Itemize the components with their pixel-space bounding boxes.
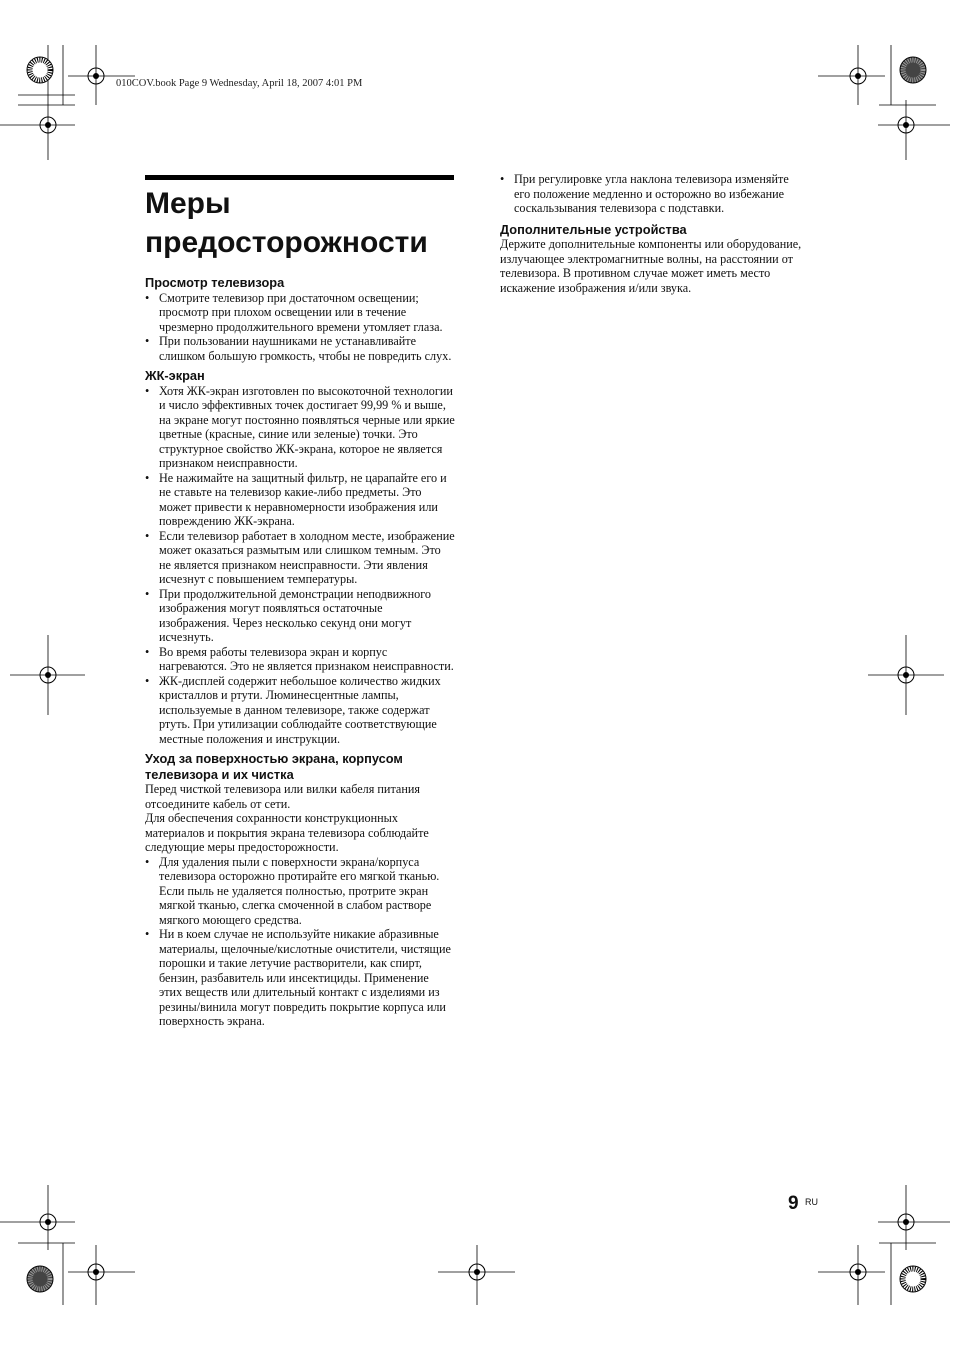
bullet-icon: • (145, 528, 150, 543)
list-item: • Для удаления пыли с поверхности экрана/корпуса телевизора осторожно протирайте его мягкой тканью. Если пыль не удаляется полностью, протрите экран мягкой тканью, слегка смоченной в слабом растворе мягкого моющего средства. (145, 854, 440, 927)
bullet-icon: • (145, 927, 150, 941)
tilt-list (500, 172, 806, 216)
bullet-icon: • (145, 854, 150, 869)
bullet-icon: • (145, 586, 150, 601)
right-column (500, 172, 806, 295)
bullet-icon: • (500, 172, 505, 186)
bullet-icon: • (145, 470, 150, 485)
care-intro-2: Для обеспечения сохранности конструкционных материалов и покрытия экрана телевизора соблюдайте следующие меры предосторожности. (145, 811, 429, 854)
title-line-2: предосторожности (145, 226, 428, 259)
bullet-icon: • (145, 334, 150, 348)
list-item: • Если телевизор работает в холодном месте, изображение может оказаться размытым или слишком темным. Это не является признаком неисправности. Эти явления исчезнут с повышением температуры. (145, 528, 455, 586)
list-item: • Не нажимайте на защитный фильтр, не царапайте его и не ставьте на телевизор какие-либо предметы. Это может привести к неравномерности изображения или повреждению ЖК-экрана. (145, 470, 447, 528)
bullet-icon: • (145, 673, 150, 688)
bullet-icon: • (145, 290, 150, 305)
left-column (145, 275, 455, 1029)
list-item: • ЖК-дисплей содержит небольшое количество жидких кристаллов и ртути. Люминесцентные лампы, используемые в данном телевизоре, также содержат ртуть. При утилизации соблюдайте соответствующие местные положения и инструкции. (145, 673, 441, 746)
heading-viewing: Просмотр телевизора (145, 275, 285, 290)
list-item: • При продолжительной демонстрации неподвижного изображения могут появляться остаточные изображения. Через несколько секунд они могут исчезнуть. (145, 586, 431, 644)
heading-optional-devices: Дополнительные устройства (500, 221, 687, 237)
title-line-1: Меры (145, 187, 231, 220)
bullet-icon: • (145, 644, 150, 659)
list-item: • При регулировке угла наклона телевизора изменяйте его положение медленно и осторожно во избежание соскальзывания телевизора с подставки. (500, 172, 789, 215)
care-list (145, 855, 455, 1029)
optional-devices-text: Держите дополнительные компоненты или оборудование, излучающее электромагнитные волны, на расстоянии от телевизора. В противном случае может иметь место искажение изображения и/или звука. (500, 237, 802, 295)
heading-care: Уход за поверхностью экрана, корпусом телевизора и их чистка (145, 751, 403, 782)
list-item: • При пользовании наушниками не устанавливайте слишком большую громкость, чтобы не повредить слух. (145, 334, 452, 363)
heading-lcd: ЖК-экран (145, 368, 205, 383)
lcd-list (145, 384, 455, 747)
list-item: • Хотя ЖК-экран изготовлен по высокоточной технологии и число эффективных точек достигает 99,99 % и выше, на экране могут постоянно появляться черные или яркие цветные (красные, синие или зеленые) точки. Это структурное свойство ЖК-экрана, которое не является признаком неисправности. (145, 383, 455, 470)
bullet-icon: • (145, 383, 150, 398)
viewing-list (145, 291, 455, 364)
list-item: • Во время работы телевизора экран и корпус нагреваются. Это не является признаком неисправности. (145, 644, 454, 673)
book-header: 010COV.book Page 9 Wednesday, April 18, 2007 4:01 PM (116, 78, 363, 89)
list-item: • Ни в коем случае не используйте никакие абразивные материалы, щелочные/кислотные очистители, чистящие порошки и такие летучие растворители, как спирт, бензин, разбавитель или инсектициды. Применение этих веществ или длительный контакт с изделиями из резины/винила могут повредить покрытие корпуса или поверхность экрана. (145, 927, 451, 1028)
page-language-code: RU (805, 1197, 818, 1207)
title-rule (145, 175, 454, 180)
care-intro-1: Перед чисткой телевизора или вилки кабеля питания отсоедините кабель от сети. (145, 782, 420, 811)
list-item: • Смотрите телевизор при достаточном освещении; просмотр при плохом освещении или в течение чрезмерно продолжительного времени утомляет глаза. (145, 290, 443, 334)
page-title (145, 184, 465, 262)
page-number: 9 (788, 1193, 799, 1214)
